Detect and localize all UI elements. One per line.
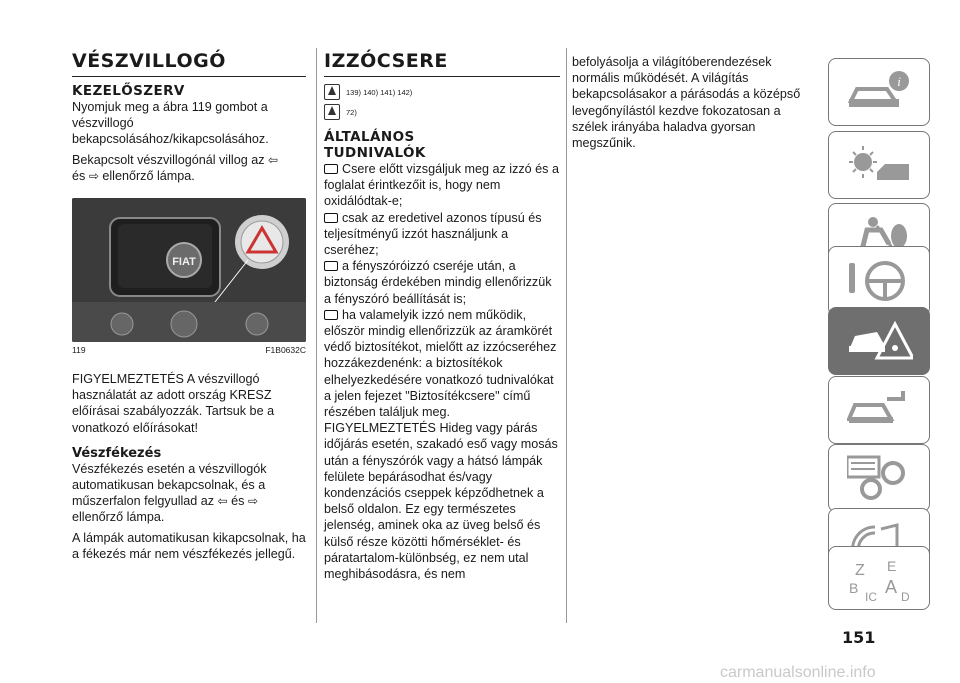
figure-number: 119: [72, 345, 86, 356]
car-bullet-icon: [324, 261, 338, 271]
svg-text:IC: IC: [865, 590, 877, 603]
paragraph-press-button: Nyomjuk meg a ábra 119 gombot a vészvillogó bekapcsolásához/kikapcsolásához.: [72, 100, 269, 147]
list-item: a fényszóróizzó cseréje után, a biztonság érdekében mindig ellenőrizzük a fényszóró beállítását is;: [324, 259, 552, 306]
right-arrow-indicator-icon: ⇨: [247, 494, 259, 509]
car-bullet-icon: [324, 213, 338, 223]
paragraph-indicator: Bekapcsolt vészvillogónál villog az ⇦ és ⇨ ellenőrző lámpa.: [72, 152, 279, 183]
tab-lights[interactable]: [828, 131, 930, 199]
title-rule: [324, 76, 560, 77]
car-bullet-icon: [324, 164, 338, 174]
watermark: carmanualsonline.info: [720, 664, 876, 681]
figure-code: F1B0632C: [265, 345, 306, 356]
right-arrow-indicator-icon: ⇨: [88, 168, 99, 183]
emergency-icon: [847, 318, 913, 364]
column-hazard: [72, 50, 306, 562]
note-refs: 72): [346, 107, 357, 117]
tab-starting-driving[interactable]: [828, 246, 930, 316]
svg-text:B: B: [849, 580, 859, 596]
tab-index[interactable]: [828, 546, 930, 610]
column-bulbs: [324, 50, 560, 582]
paragraph-continued: befolyásolja a világítóberendezések normális működését. A világítás bekapcsolásakor a párásodás a középső levegőnyílástól kezdve fokozatosan a szélek irányába haladva gyorsan megszűnik.: [572, 55, 801, 151]
specs-icon: [847, 455, 913, 501]
car-info-icon: [847, 69, 913, 115]
steering-wheel-icon: [847, 257, 913, 303]
tab-maintenance[interactable]: [828, 376, 930, 444]
lights-icon: [847, 142, 913, 188]
list-item: csak az eredetivel azonos típusú és teljesítményű izzót használjunk a cseréhez;: [324, 210, 542, 258]
subtitle-control: KEZELŐSZERV: [72, 83, 185, 99]
maintenance-icon: [847, 387, 913, 433]
subtitle-general-1: ÁLTALÁNOS: [324, 129, 415, 145]
column-divider-2: [566, 48, 567, 623]
svg-text:A: A: [885, 577, 898, 597]
list-item: Csere előtt vizsgáljuk meg az izzó és a foglalat érintkezőit is, hogy nem oxidálódtak-e;: [324, 162, 559, 209]
heading-emergency-braking: Vészfékezés: [72, 445, 162, 461]
section-title-bulbs: IZZÓCSERE: [324, 50, 448, 72]
warning-refs-row: [324, 83, 560, 101]
title-rule: [72, 76, 306, 77]
svg-text:D: D: [901, 590, 910, 603]
left-arrow-indicator-icon: ⇦: [268, 152, 279, 167]
list-item: ha valamelyik izzó nem működik, először mindig ellenőrizzük az áramkörét védő biztosítékot, mielőtt az izzócseréhez hozzákezdenénk: a biztosítékok elhelyezkedésére vonatkozó tudnivalókat a jelen fejezet "Biztosítékcsere" című részében találjuk meg.: [324, 307, 557, 420]
tab-emergency[interactable]: [828, 307, 930, 375]
svg-text:E: E: [887, 558, 897, 574]
car-bullet-icon: [324, 310, 338, 320]
paragraph-condensation: FIGYELMEZTETÉS Hideg vagy párás időjárás esetén, szakadó eső vagy mosás után a fényszórók vagy a hátsó lámpák felülete bepárásodhat és/vagy kondenzációs cseppek képződhetnek a belső oldalon. Ez egy természetes jelenség, aminek oka az üveg belső és külső része közötti hőmérséklet- és páratartalom-különbség, ez nem utal meghibásodásra, és nem: [324, 421, 558, 582]
index-icon: [847, 557, 913, 603]
page-number: 151: [842, 628, 876, 647]
paragraph-auto-off: A lámpák automatikusan kikapcsolnak, ha a fékezés már nem vészfékezés jellegű.: [72, 530, 306, 561]
warning-refs: 139) 140) 141) 142): [346, 87, 413, 97]
svg-text:Z: Z: [855, 562, 865, 579]
column-divider-1: [316, 48, 317, 623]
left-arrow-indicator-icon: ⇦: [217, 494, 228, 509]
tab-technical-data[interactable]: [828, 444, 930, 512]
column-continued: [572, 54, 816, 151]
subtitle-general-2: TUDNIVALÓK: [324, 145, 426, 161]
note-refs-row: [324, 103, 560, 121]
paragraph-warning: FIGYELMEZTETÉS A vészvillogó használatát az adott ország KRESZ előírásai szabályozzák. Tartsuk be a vonatkozó előírásokat!: [72, 372, 275, 435]
paragraph-braking: Vészfékezés esetén a vészvillogók automatikusan bekapcsolnak, és a műszerfalon felgyullad az ⇦ és ⇨ ellenőrző lámpa.: [72, 461, 267, 525]
tab-car-info[interactable]: [828, 58, 930, 126]
svg-text:FIAT: FIAT: [172, 256, 196, 269]
warning-icon: [324, 84, 340, 100]
section-title-hazard: VÉSZVILLOGÓ: [72, 50, 226, 72]
svg-text:i: i: [897, 74, 901, 89]
figure-caption: [72, 345, 306, 355]
note-icon: [324, 104, 340, 120]
figure-119-photo: [72, 198, 306, 342]
bullet-list: [324, 161, 560, 420]
dashboard-illustration: [72, 198, 306, 342]
